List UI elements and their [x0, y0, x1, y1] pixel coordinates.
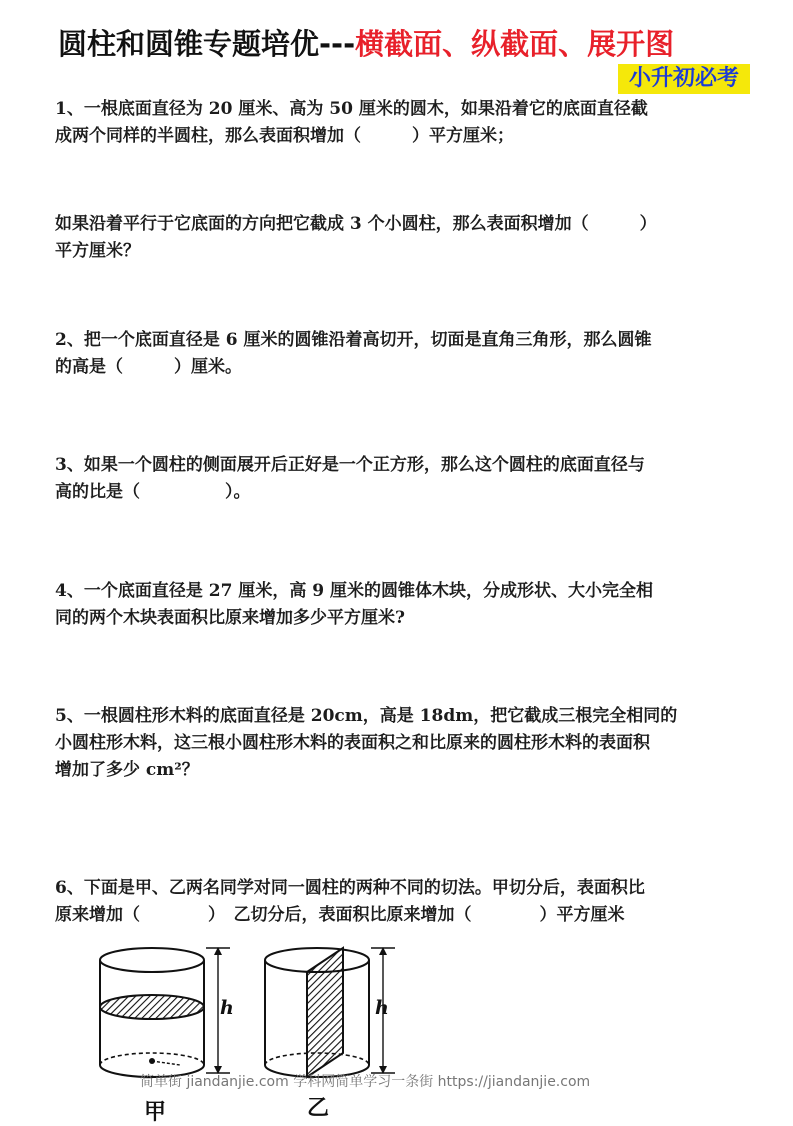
question-line: 2、把一个底面直径是 6 厘米的圆锥沿着高切开，切面是直角三角形，那么圆锥 — [55, 330, 652, 350]
question-line: 同的两个木块表面积比原来增加多少平方厘米? — [55, 608, 405, 628]
figure-label-yi: 乙 — [307, 1096, 330, 1121]
question-line: 6、下面是甲、乙两名同学对同一圆柱的两种不同的切法。甲切分后，表面积比 — [55, 878, 645, 898]
exam-badge: 小升初必考 — [618, 64, 750, 94]
watermark-text: 简单街 jiandanjie.com 学科网简单学习一条街 https://jiandanjie.com — [140, 1074, 591, 1090]
question-1b — [55, 211, 755, 265]
page-title — [58, 22, 674, 63]
title-red-part: 横截面、纵截面、展开图 — [355, 27, 675, 61]
question-line: 如果沿着平行于它底面的方向把它截成 3 个小圆柱，那么表面积增加（ ） — [55, 214, 657, 234]
question-line: 原来增加（ ） 乙切分后，表面积比原来增加（ ）平方厘米 — [55, 905, 625, 925]
question-6 — [55, 875, 755, 929]
question-4 — [55, 578, 755, 632]
question-3 — [55, 452, 755, 506]
question-line: 成两个同样的半圆柱，那么表面积增加（ ）平方厘米； — [55, 126, 514, 146]
cylinder-vertical-cut-drawing — [255, 935, 415, 1085]
cylinder-figure-yi — [255, 935, 415, 1121]
question-line: 高的比是（ ）。 — [55, 482, 251, 502]
question-5 — [55, 703, 755, 784]
question-2 — [55, 327, 755, 381]
question-line: 增加了多少 cm²？ — [55, 760, 199, 780]
question-line: 平方厘米？ — [55, 241, 140, 261]
question-line: 1、一根底面直径为 20 厘米、高为 50 厘米的圆木，如果沿着它的底面直径截 — [55, 99, 648, 119]
question-line: 小圆柱形木料，这三根小圆柱形木料的表面积之和比原来的圆柱形木料的表面积 — [55, 733, 650, 753]
cylinder-figure-jia — [90, 935, 250, 1125]
question-line: 5、一根圆柱形木料的底面直径是 20cm，高是 18dm，把它截成三根完全相同的 — [55, 706, 678, 726]
question-1a — [55, 96, 755, 150]
title-black-part: 圆柱和圆锥专题培优--- — [58, 27, 356, 61]
figure-label-jia: 甲 — [144, 1100, 167, 1125]
question-line: 4、一个底面直径是 27 厘米，高 9 厘米的圆锥体木块，分成形状、大小完全相 — [55, 581, 653, 601]
height-label-yi: h — [375, 997, 389, 1019]
question-line: 的高是（ ）厘米。 — [55, 357, 242, 377]
height-label-jia: h — [220, 997, 234, 1019]
question-line: 3、如果一个圆柱的侧面展开后正好是一个正方形，那么这个圆柱的底面直径与 — [55, 455, 645, 475]
